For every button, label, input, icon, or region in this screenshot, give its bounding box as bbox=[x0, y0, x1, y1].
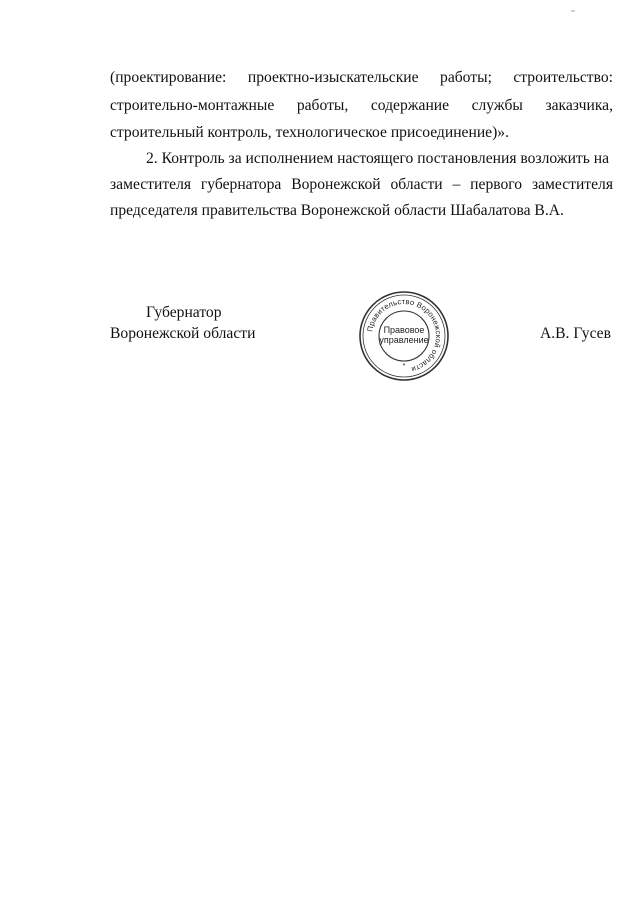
text-word: заказчика, bbox=[545, 97, 613, 114]
paragraph-2-line-3 bbox=[110, 201, 613, 221]
stamp-outer-text: Правительство Воронежской области bbox=[365, 296, 444, 375]
signer-name: А.В. Гусев bbox=[540, 325, 611, 342]
text-word: работы, bbox=[296, 97, 349, 114]
text-word: службы bbox=[471, 97, 523, 114]
text-word: области bbox=[390, 176, 443, 193]
official-stamp bbox=[357, 289, 451, 383]
text-word: первого bbox=[470, 176, 523, 193]
stamp-center-line-2: управление bbox=[379, 335, 429, 345]
signer-title-line-1: Губернатор bbox=[146, 304, 222, 321]
text-word: (проектирование: bbox=[110, 69, 227, 86]
text-word: строительство: bbox=[513, 69, 613, 86]
scan-mark bbox=[571, 10, 575, 12]
text-word: работы; bbox=[440, 69, 492, 86]
stamp-star: * bbox=[402, 363, 406, 370]
signer-title-line-2: Воронежской области bbox=[110, 325, 256, 342]
text-word: Воронежской bbox=[291, 176, 381, 193]
stamp-center-text bbox=[357, 325, 451, 345]
text-word: губернатора bbox=[200, 176, 282, 193]
text-line: строительный контроль, технологическое присоединение)». bbox=[110, 124, 509, 141]
paragraph-1-line-1 bbox=[110, 68, 613, 88]
paragraph-2-line-1 bbox=[146, 149, 613, 169]
text-word: заместителя bbox=[110, 176, 192, 193]
paragraph-1-line-3 bbox=[110, 123, 613, 143]
text-word: проектно-изыскательские bbox=[247, 69, 419, 86]
paragraph-1-line-2 bbox=[110, 96, 613, 116]
text-line: председателя правительства Воронежской области Шабалатова В.А. bbox=[110, 202, 564, 219]
text-word: содержание bbox=[370, 97, 450, 114]
text-word: строительно-монтажные bbox=[110, 97, 275, 114]
text-line: 2. Контроль за исполнением настоящего постановления возложить на bbox=[146, 150, 610, 167]
stamp-center-line-1: Правовое bbox=[383, 325, 425, 335]
text-word: – bbox=[452, 176, 461, 193]
paragraph-2-line-2 bbox=[110, 175, 613, 195]
text-word: заместителя bbox=[531, 176, 613, 193]
